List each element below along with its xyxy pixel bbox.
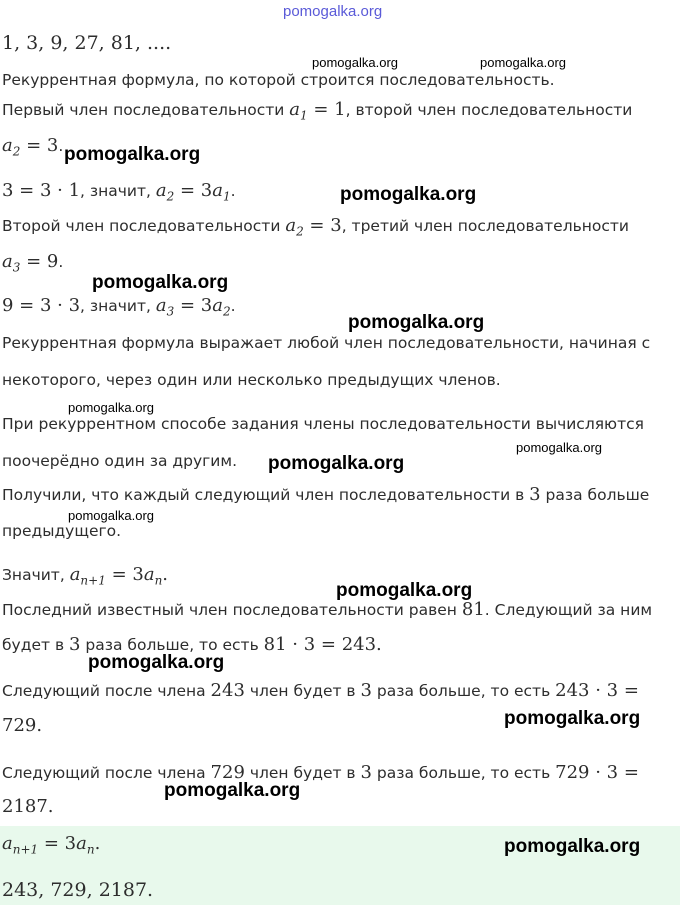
watermark: pomogalka.org	[164, 780, 301, 801]
sequence-start: 1, 3, 9, 27, 81, ....	[2, 32, 172, 54]
watermark: pomogalka.org	[88, 652, 225, 673]
answer-sequence: 243, 729, 2187.	[2, 879, 154, 901]
text-line: При рекуррентном способе задания члены последовательности вычисляются	[2, 415, 644, 433]
watermark: pomogalka.org	[268, 453, 405, 474]
watermark: pomogalka.org	[340, 184, 477, 205]
text-line: Второй член последовательности $a_2 = 3$, третий член последовательности	[2, 215, 629, 239]
formula-line: $a_3 = 9$.	[2, 251, 64, 275]
text-line: Рекуррентная формула выражает любой член последовательности, начиная с	[2, 334, 651, 352]
watermark: pomogalka.org	[64, 144, 201, 165]
formula-line: Значит, $a_{n+1} = 3a_n$.	[2, 564, 169, 588]
watermark: pomogalka.org	[312, 55, 398, 70]
text-line: Первый член последовательности $a_1 = 1$, второй член последовательности	[2, 99, 633, 123]
text-line: Следующий после члена 729 член будет в 3 раза больше, то есть 729 · 3 =	[2, 762, 639, 783]
text-line: Получили, что каждый следующий член последовательности в 3 раза больше	[2, 484, 650, 505]
watermark: pomogalka.org	[68, 508, 154, 523]
answer-formula: $a_{n+1} = 3a_n$.	[2, 833, 101, 857]
formula-line: $a_2 = 3$.	[2, 135, 64, 159]
text-line: Следующий после члена 243 член будет в 3 раза больше, то есть 243 · 3 =	[2, 680, 639, 701]
watermark: pomogalka.org	[92, 272, 229, 293]
formula-line: 3 = 3 · 1, значит, $a_2 = 3a_1$.	[2, 180, 236, 204]
text-line: предыдущего.	[2, 522, 122, 540]
formula-line: 729.	[2, 715, 43, 736]
text-line: Последний известный член последовательности равен 81. Следующий за ним	[2, 599, 653, 620]
watermark: pomogalka.org	[68, 400, 154, 415]
watermark: pomogalka.org	[480, 55, 566, 70]
text-line: Рекуррентная формула, по которой строится последовательность.	[2, 71, 555, 89]
text-line: будет в 3 раза больше, то есть 81 · 3 = 243.	[2, 634, 382, 655]
formula-line: 9 = 3 · 3, значит, $a_3 = 3a_2$.	[2, 295, 236, 319]
text-line: некоторого, через один или несколько предыдущих членов.	[2, 371, 501, 389]
site-header-link[interactable]: pomogalka.org	[283, 3, 383, 20]
watermark: pomogalka.org	[348, 312, 485, 333]
watermark: pomogalka.org	[516, 440, 602, 455]
watermark: pomogalka.org	[504, 708, 641, 729]
formula-line: 2187.	[2, 796, 54, 817]
text-line: поочерёдно один за другим.	[2, 452, 237, 470]
watermark: pomogalka.org	[504, 836, 641, 857]
watermark: pomogalka.org	[336, 580, 473, 601]
